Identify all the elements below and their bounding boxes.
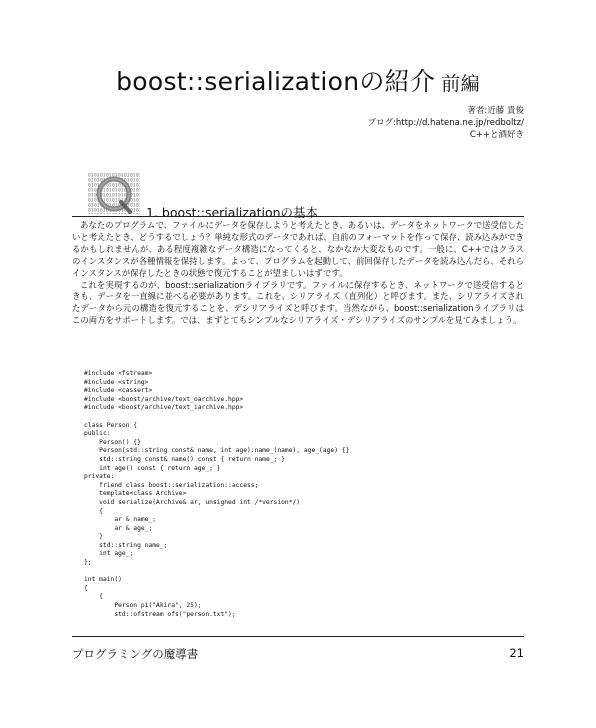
footer-divider: [72, 636, 524, 637]
body-text: [72, 220, 524, 327]
author-note: C++と酒好き: [469, 130, 524, 140]
body-paragraph-2: これを実現するのが、boost::serializationライブラリです。ファイルに保存するとき、ネットワークで送受信するときも、データを一直線に並べる必要があります。これを、シリアライズ（直列化）と呼びます。また、シリアライズされたデータから元の構造を復元することを、デシリアライズと呼びます。当然ながら、boost::serializationライブラリはこの両方をサポートします。では、まずとてもシンプルなシリアライズ・デシリアライズのサンプルを見てみましょう。: [72, 279, 524, 326]
author-name: 著者:近藤 貴俊: [467, 106, 524, 116]
author-blog: ブログ:http://d.hatena.ne.jp/redboltz/: [367, 118, 524, 128]
footer: [72, 646, 524, 662]
section-heading: 1. boost::serializationの基本: [146, 205, 319, 220]
section-divider: [72, 216, 524, 217]
code-listing: #include <fstream> #include <string> #include <cassert> #include <boost/archive/text_oarchive.hpp> #include <boost/archive/text_iarchive.hpp> class Person { public: Person() {} Person(std::string const& name, int age):name_(name), age_(age) {} std::string const& name() const { return name_; } int age() const { return age_; } private: friend class boost::serialization::access; template<class Archive> void serialize(Archive& ar, unsigned int /*version*/) { ar & name_; ar & age_; } std::string name_; int age_; }; int main() { { Person p1("Akira", 25); std::ofstream ofs("person.txt");: [84, 370, 350, 618]
title-main: boost::serializationの紹介: [116, 67, 436, 96]
author-info: [368, 105, 524, 141]
page-title: [0, 62, 596, 98]
page-number: 21: [509, 646, 524, 660]
footer-book-title: プログラミングの魔導書: [72, 647, 199, 661]
title-sub: 前編: [441, 73, 480, 95]
binary-digits-circle-icon: [88, 172, 140, 214]
body-paragraph-1: あなたのプログラムで、ファイルにデータを保存しようと考えたとき、あるいは、データをネットワークで送受信したいと考えたとき、どうするでしょう？単純な形式のデータであれば、自前のフォーマットを作って保存、読み込みができるかもしれませんが、ある程度複雑なデータ構造になってくると、なかなか大変なものです。一般に、C++ではクラスのインスタンスが各種情報を保持します。よって、プログラムを起動して、前回保存したデータを読み込んだら、それらインスタンスが保存したときの状態で復元することが望ましいはずです。: [72, 220, 524, 278]
